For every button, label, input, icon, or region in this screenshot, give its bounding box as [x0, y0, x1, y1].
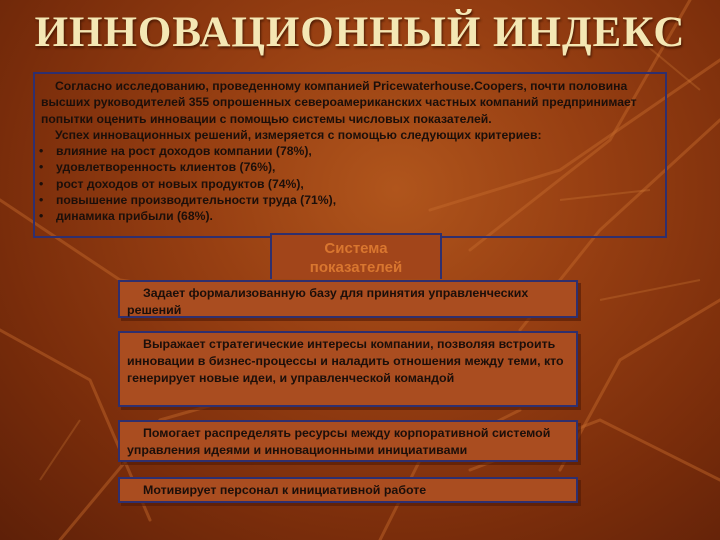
- criteria-item: • рост доходов от новых продуктов (74%),: [41, 176, 657, 192]
- role-text: Задает формализованную базу для принятия управленческих решений: [127, 286, 529, 317]
- system-of-indicators-box: [270, 233, 442, 279]
- criteria-lead: Успех инновационных решений, измеряется с помощью следующих критериев:: [55, 127, 542, 142]
- criteria-list: [41, 143, 657, 224]
- role-box-resource-allocation: [118, 420, 578, 462]
- intro-textbox: [33, 72, 667, 238]
- role-text: Выражает стратегические интересы компании, позволяя встроить инновации в бизнес-процессы и наладить отношения между теми, кто генерирует новые идеи, и управленческой командой: [127, 337, 564, 385]
- role-box-strategic-interests: [118, 331, 578, 407]
- intro-paragraph: Согласно исследованию, проведенному компанией Pricewaterhouse.Coopers, почти половина высших руководителей 355 опрошенных североамериканских частных компаний предпринимает попытки оценить инновации с помощью системы числовых показателей.: [41, 79, 637, 126]
- criteria-item: • динамика прибыли (68%).: [41, 208, 657, 224]
- criteria-item: • удовлетворенность клиентов (76%),: [41, 159, 657, 175]
- role-box-decision-base: [118, 280, 578, 318]
- role-text: Мотивирует персонал к инициативной работе: [143, 483, 427, 497]
- criteria-item: • повышение производительности труда (71%),: [41, 192, 657, 208]
- system-box-line2: показателей: [309, 259, 403, 276]
- system-box-line1: Система: [324, 240, 388, 257]
- page-title: ИННОВАЦИОННЫЙ ИНДЕКС: [34, 9, 686, 56]
- role-box-staff-motivation: [118, 477, 578, 503]
- criteria-item: • влияние на рост доходов компании (78%),: [41, 143, 657, 159]
- role-text: Помогает распределять ресурсы между корпоративной системой управления идеями и инновационными инициативами: [127, 426, 551, 457]
